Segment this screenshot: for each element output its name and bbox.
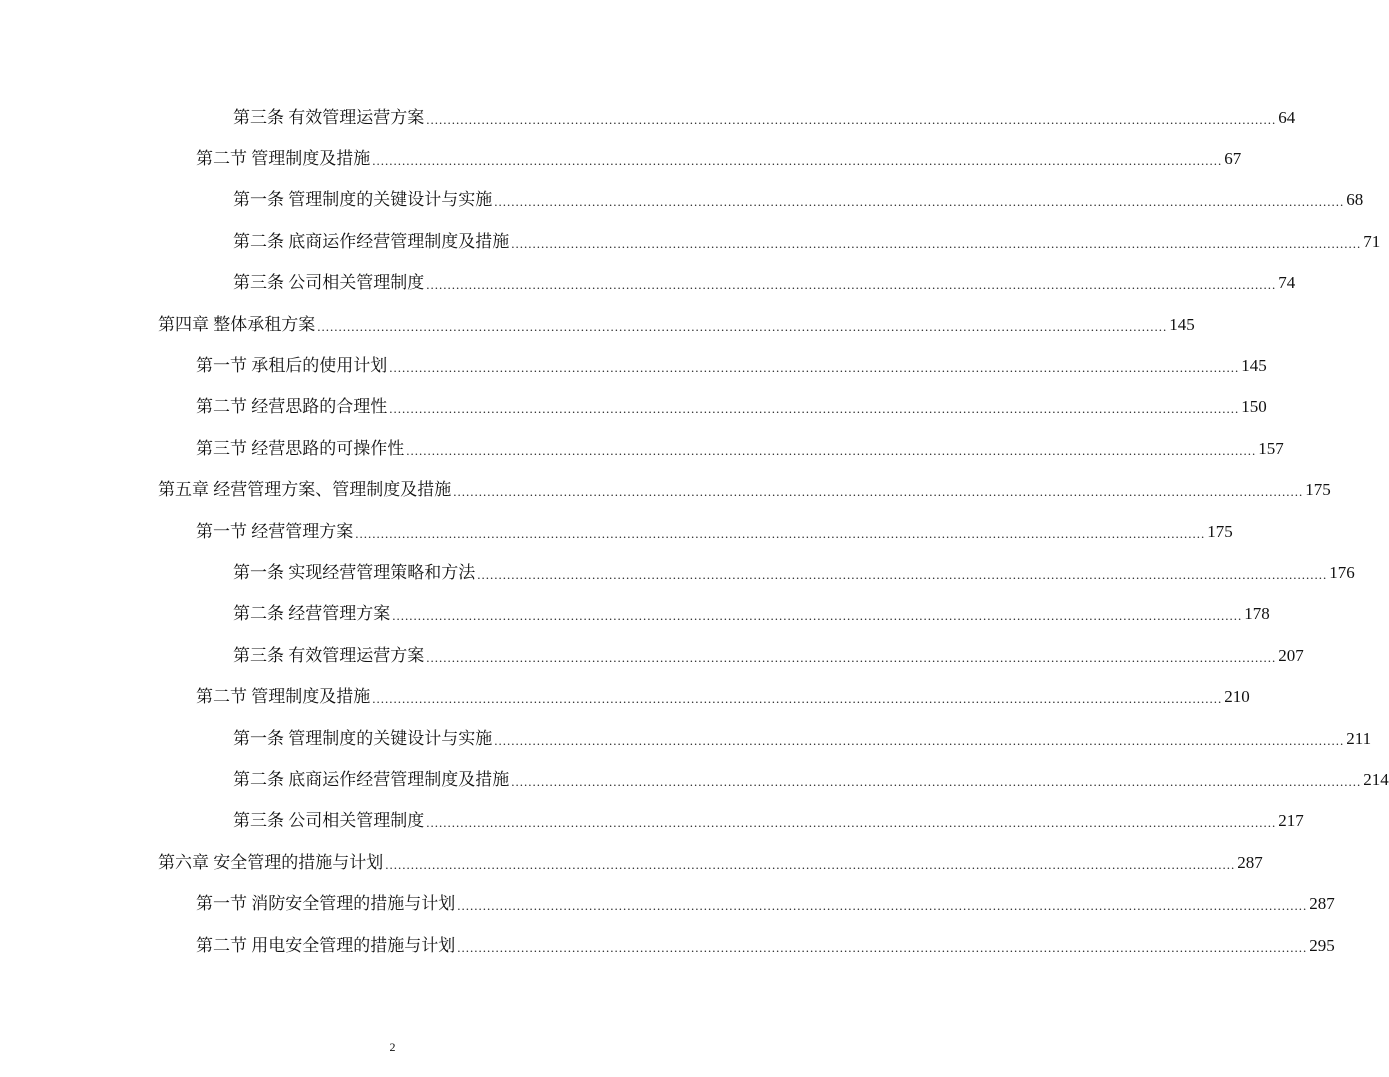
toc-entry-title: 第六章 安全管理的措施与计划	[158, 852, 384, 872]
dot-leader: ........................................................................................................................................................................................................	[494, 194, 1345, 210]
toc-entry-page: 71	[1363, 231, 1381, 251]
toc-entry-title: 第二节 管理制度及措施	[196, 149, 371, 169]
dot-leader: ........................................................................................................................................................................................................	[494, 732, 1345, 748]
dot-leader: ........................................................................................................................................................................................................	[355, 525, 1206, 541]
toc-entry[interactable]	[0, 594, 1270, 635]
toc-entry-page: 157	[1258, 438, 1284, 458]
toc-entry-page: 214	[1363, 769, 1389, 789]
toc-entry-title: 第一节 经营管理方案	[196, 521, 354, 541]
dot-leader: ........................................................................................................................................................................................................	[389, 360, 1240, 376]
toc-entry-page: 145	[1169, 314, 1195, 334]
dot-leader: ........................................................................................................................................................................................................	[457, 939, 1308, 955]
table-of-contents	[0, 97, 1389, 966]
dot-leader: ........................................................................................................................................................................................................	[457, 898, 1308, 914]
toc-entry-page: 64	[1278, 107, 1296, 127]
toc-entry-page: 68	[1346, 190, 1364, 210]
toc-entry-title: 第三条 公司相关管理制度	[233, 273, 425, 293]
toc-entry-page: 74	[1278, 273, 1296, 293]
toc-entry[interactable]	[0, 470, 1331, 511]
toc-entry-page: 178	[1244, 604, 1270, 624]
dot-leader: ........................................................................................................................................................................................................	[426, 111, 1277, 127]
dot-leader: ........................................................................................................................................................................................................	[389, 401, 1240, 417]
toc-entry-page: 175	[1207, 521, 1233, 541]
toc-entry[interactable]	[0, 883, 1335, 924]
toc-entry-title: 第一条 实现经营管理策略和方法	[233, 562, 476, 582]
page-number: 2	[389, 1040, 396, 1054]
toc-entry-title: 第三节 经营思路的可操作性	[196, 438, 405, 458]
dot-leader: ........................................................................................................................................................................................................	[426, 649, 1277, 665]
toc-entry[interactable]	[0, 759, 1389, 800]
toc-entry[interactable]	[0, 97, 1296, 138]
toc-entry-title: 第五章 经营管理方案、管理制度及措施	[158, 480, 452, 500]
toc-entry-page: 145	[1241, 356, 1267, 376]
dot-leader: ........................................................................................................................................................................................................	[392, 608, 1243, 624]
toc-entry-title: 第二节 管理制度及措施	[196, 687, 371, 707]
toc-entry-title: 第二条 底商运作经营管理制度及措施	[233, 769, 510, 789]
toc-entry[interactable]	[0, 718, 1372, 759]
toc-entry-title: 第二条 经营管理方案	[233, 604, 391, 624]
toc-entry[interactable]	[0, 180, 1364, 221]
dot-leader: ........................................................................................................................................................................................................	[385, 856, 1236, 872]
toc-entry-title: 第一节 消防安全管理的措施与计划	[196, 894, 456, 914]
toc-entry-page: 295	[1309, 935, 1335, 955]
toc-entry-title: 第一条 管理制度的关键设计与实施	[233, 190, 493, 210]
toc-entry-title: 第三条 有效管理运营方案	[233, 107, 425, 127]
toc-entry[interactable]	[0, 801, 1304, 842]
toc-entry[interactable]	[0, 304, 1195, 345]
toc-entry[interactable]	[0, 925, 1335, 966]
toc-entry-title: 第二节 用电安全管理的措施与计划	[196, 935, 456, 955]
toc-entry[interactable]	[0, 263, 1296, 304]
toc-entry-page: 67	[1224, 149, 1242, 169]
toc-entry[interactable]	[0, 842, 1263, 883]
toc-entry[interactable]	[0, 345, 1267, 386]
toc-entry[interactable]	[0, 511, 1233, 552]
toc-entry-page: 287	[1237, 852, 1263, 872]
dot-leader: ........................................................................................................................................................................................................	[406, 442, 1257, 458]
toc-entry[interactable]	[0, 221, 1381, 262]
toc-entry-title: 第一节 承租后的使用计划	[196, 356, 388, 376]
toc-entry-page: 150	[1241, 397, 1267, 417]
toc-entry-title: 第三条 公司相关管理制度	[233, 811, 425, 831]
toc-entry-title: 第四章 整体承租方案	[158, 314, 316, 334]
toc-entry[interactable]	[0, 428, 1284, 469]
toc-entry[interactable]	[0, 138, 1242, 179]
toc-entry-page: 207	[1278, 645, 1304, 665]
toc-entry[interactable]	[0, 552, 1355, 593]
toc-entry-title: 第一条 管理制度的关键设计与实施	[233, 728, 493, 748]
toc-entry-title: 第三条 有效管理运营方案	[233, 645, 425, 665]
toc-entry-page: 211	[1346, 728, 1372, 748]
toc-entry-page: 217	[1278, 811, 1304, 831]
toc-entry-title: 第二节 经营思路的合理性	[196, 397, 388, 417]
dot-leader: ........................................................................................................................................................................................................	[426, 277, 1277, 293]
dot-leader: ........................................................................................................................................................................................................	[511, 235, 1362, 251]
toc-entry-page: 287	[1309, 894, 1335, 914]
dot-leader: ........................................................................................................................................................................................................	[453, 484, 1304, 500]
dot-leader: ........................................................................................................................................................................................................	[317, 318, 1168, 334]
toc-entry-title: 第二条 底商运作经营管理制度及措施	[233, 231, 510, 251]
toc-entry-page: 175	[1305, 480, 1331, 500]
toc-entry[interactable]	[0, 676, 1250, 717]
toc-entry[interactable]	[0, 635, 1304, 676]
dot-leader: ........................................................................................................................................................................................................	[372, 153, 1223, 169]
toc-entry-page: 176	[1329, 562, 1355, 582]
dot-leader: ........................................................................................................................................................................................................	[477, 566, 1328, 582]
dot-leader: ........................................................................................................................................................................................................	[372, 691, 1223, 707]
dot-leader: ........................................................................................................................................................................................................	[426, 815, 1277, 831]
dot-leader: ........................................................................................................................................................................................................	[511, 773, 1362, 789]
toc-entry-page: 210	[1224, 687, 1250, 707]
toc-entry[interactable]	[0, 387, 1267, 428]
